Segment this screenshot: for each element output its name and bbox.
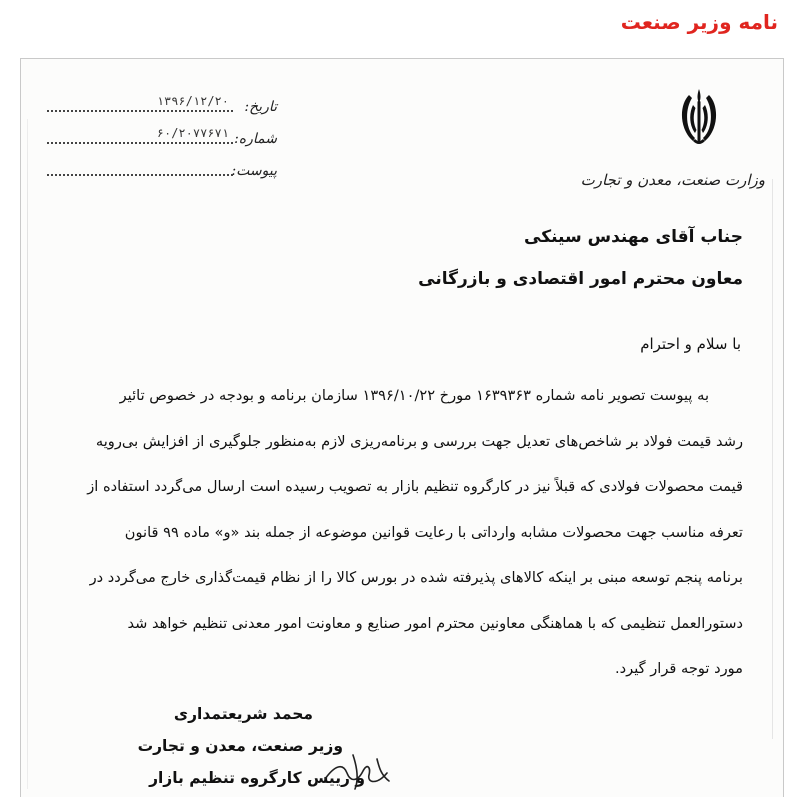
attachment-label: پیوست: — [231, 163, 277, 179]
recipient-name: جناب آقای مهندس سینکی — [524, 227, 743, 247]
date-value: ۱۳۹۶/۱۲/۲۰ — [47, 94, 233, 112]
body-line: به پیوست تصویر نامه شماره ۱۶۳۹۳۶۳ مورخ ۱۳۹۶/۱۰/۲۲ سازمان برنامه و بودجه در خصوص تائیر — [119, 387, 709, 404]
number-value: ۶۰/۲۰۷۷۶۷۱ — [47, 126, 233, 144]
body-line: مورد توجه قرار گیرد. — [615, 660, 743, 677]
body-line: قیمت محصولات فولادی که قبلاً نیز در کارگروه تنظیم بازار به تصویب رسیده است ارسال می‌گردد استفاده از — [87, 478, 743, 495]
letter-scan — [20, 58, 784, 797]
letter-body — [53, 373, 743, 692]
scan-fold-line — [772, 179, 773, 739]
body-line: رشد قیمت فولاد بر شاخص‌های تعدیل جهت بررسی و برنامه‌ریزی لازم به‌منظور جلوگیری از افزایش بی‌رویه — [95, 432, 743, 450]
signatory-name: محمد شریعتمداری — [173, 705, 313, 723]
body-line: دستورالعمل تنظیمی که با هماهنگی معاونین محترم امور صنایع و معاونت امور معدنی تنظیم خواهد شد — [127, 614, 743, 632]
ministry-name: وزارت صنعت، معدن و تجارت — [580, 171, 765, 189]
signatory-role: و رییس کارگروه تنظیم بازار — [149, 769, 365, 787]
body-line: برنامه پنجم توسعه مبنی بر اینکه کالاهای پذیرفته شده در بورس کالا را از نظام قیمت‌گذاری خارج می‌گردد در — [89, 569, 743, 586]
date-label: تاریخ: — [244, 99, 277, 115]
article-caption: نامه وزیر صنعت — [620, 10, 778, 34]
attachment-field — [47, 157, 277, 185]
letter-meta — [47, 93, 277, 189]
number-label: شماره: — [234, 131, 277, 147]
number-field — [47, 125, 277, 153]
handwritten-signature — [317, 745, 407, 795]
date-field — [47, 93, 277, 121]
body-line: تعرفه مناسب جهت محصولات مشابه وارداتی با رعایت قوانین موضوعه از جمله بند «و» ماده ۹۹ قانون — [124, 523, 743, 541]
scan-fold-line — [27, 119, 28, 789]
recipient-title: معاون محترم امور اقتصادی و بازرگانی — [418, 269, 743, 289]
greeting: با سلام و احترام — [640, 335, 741, 353]
iran-emblem-icon — [667, 85, 731, 151]
attachment-value — [47, 158, 233, 176]
signatory-title: وزیر صنعت، معدن و تجارت — [137, 737, 343, 755]
